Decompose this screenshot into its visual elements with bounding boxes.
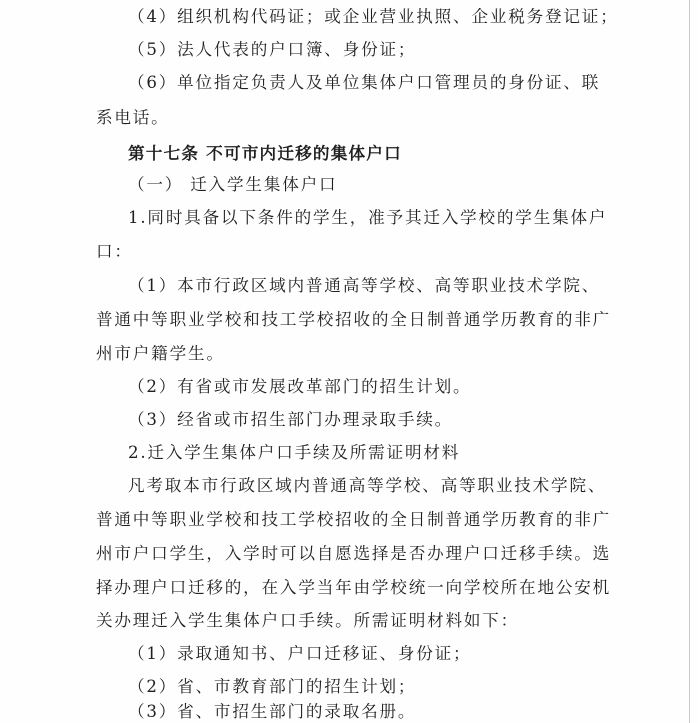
text-line-17: 州市户口学生，入学时可以自愿选择是否办理户口迁移手续。选: [96, 544, 612, 563]
text-line-12: （2）有省或市发展改革部门的招生计划。: [128, 377, 472, 396]
text-line-10: 普通中等职业学校和技工学校招收的全日制普通学历教育的非广: [96, 310, 612, 329]
text-line-2: （5）法人代表的户口簿、身份证；: [128, 40, 417, 59]
text-line-8: 口：: [96, 242, 133, 261]
text-line-1: （4）组织机构代码证；或企业营业执照、企业税务登记证；: [128, 7, 619, 26]
text-line-21: （2）省、市教育部门的招生计划；: [128, 677, 417, 696]
text-line-14: 2.迁入学生集体户口手续及所需证明材料: [128, 443, 461, 462]
text-line-15: 凡考取本市行政区域内普通高等学校、高等职业技术学院、: [128, 476, 607, 495]
subsection-heading: （一） 迁入学生集体户口: [128, 175, 338, 194]
text-line-22: （3）省、市招生部门的录取名册。: [128, 702, 417, 721]
text-line-20: （1）录取通知书、户口迁移证、身份证；: [128, 644, 472, 663]
text-line-4: 系电话。: [96, 108, 170, 127]
text-line-18: 择办理户口迁移的，在入学当年由学校统一向学校所在地公安机: [96, 578, 612, 597]
text-line-9: （1）本市行政区域内普通高等学校、高等职业技术学院、: [128, 276, 601, 295]
text-line-16: 普通中等职业学校和技工学校招收的全日制普通学历教育的非广: [96, 510, 612, 529]
scan-edge-line: [689, 0, 690, 723]
text-line-3: （6）单位指定负责人及单位集体户口管理员的身份证、联: [128, 73, 601, 92]
text-line-19: 关办理迁入学生集体户口手续。所需证明材料如下：: [96, 611, 520, 630]
text-line-11: 州市户籍学生。: [96, 344, 225, 363]
text-line-13: （3）经省或市招生部门办理录取手续。: [128, 410, 454, 429]
text-line-7: 1.同时具备以下条件的学生，准予其迁入学校的学生集体户: [128, 208, 608, 227]
section-heading: 第十七条 不可市内迁移的集体户口: [128, 143, 402, 163]
